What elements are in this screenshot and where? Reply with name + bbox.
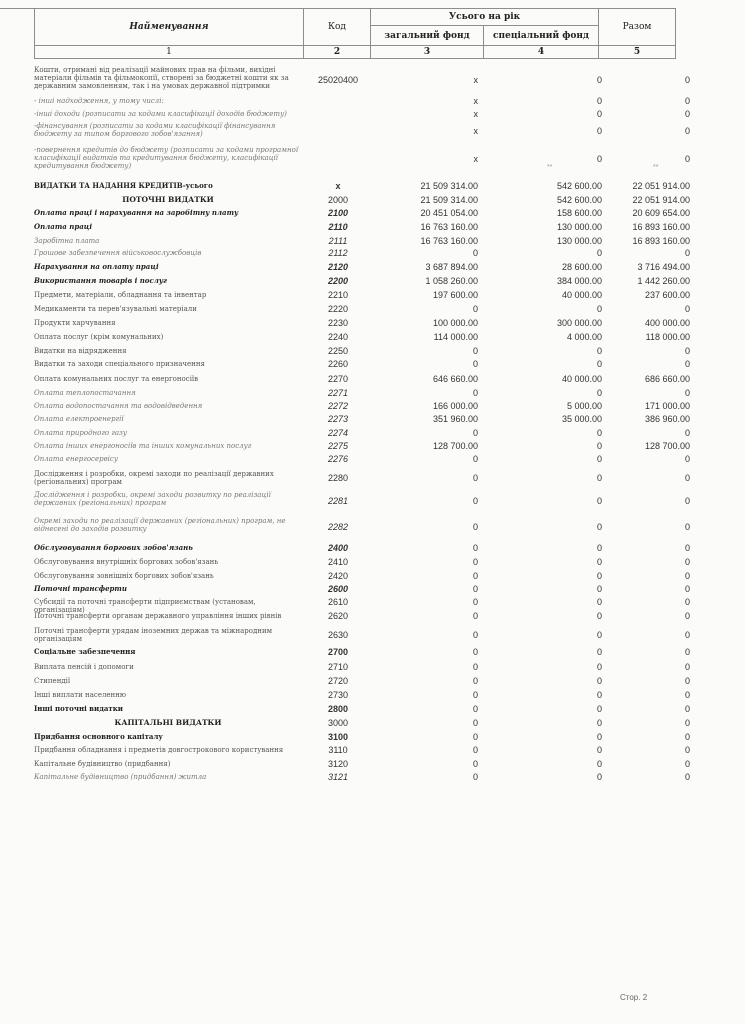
total-value: 0 (684, 611, 690, 621)
general-fund-value: 0 (472, 584, 478, 594)
table-row (34, 122, 690, 142)
general-fund-value: 0 (472, 745, 478, 755)
row-name: Продукти харчування (34, 319, 116, 327)
row-name: Використання товарів і послуг (34, 276, 167, 285)
row-code: 2710 (327, 662, 349, 672)
general-fund-value: 166 000.00 (432, 401, 478, 411)
special-fund-value: 0 (596, 597, 602, 607)
table-row (34, 304, 690, 315)
row-name: Дослідження і розробки, окремі заходи розвитку по реалізації державних (регіональних) програм (34, 491, 271, 507)
table-row (34, 543, 690, 554)
total-value: 0 (684, 772, 690, 782)
table-row (34, 181, 690, 192)
table-row (34, 401, 690, 412)
row-code: 2400 (327, 543, 349, 553)
table-row (34, 414, 690, 425)
row-code: 2281 (327, 496, 349, 506)
row-code: x (335, 181, 341, 191)
row-code: 2272 (327, 401, 349, 411)
total-value: 0 (684, 745, 690, 755)
row-code: 2276 (327, 454, 349, 464)
row-name: Субсидії та поточні трансферти підприємствам (установам, організаціям) (34, 598, 256, 614)
general-fund-value: x (473, 126, 478, 136)
row-code: 3000 (327, 718, 349, 728)
special-fund-value: 0 (596, 571, 602, 581)
total-value: 16 893 160.00 (632, 222, 690, 232)
general-fund-value: 21 509 314.00 (420, 195, 478, 205)
special-fund-value: 384 000.00 (556, 276, 602, 286)
special-fund-value: 0 (596, 441, 602, 451)
general-fund-value: 0 (472, 704, 478, 714)
total-value: 0 (684, 571, 690, 581)
general-fund-value: 3 687 894.00 (425, 262, 478, 272)
row-name: Поточні трансферти (34, 584, 127, 593)
row-code: 2273 (327, 414, 349, 424)
total-value: 0 (684, 359, 690, 369)
general-fund-value: 0 (472, 772, 478, 782)
row-name: Оплата послуг (крім комунальних) (34, 333, 164, 341)
general-fund-value: 0 (472, 248, 478, 258)
table-row (34, 359, 690, 370)
total-value: 16 893 160.00 (632, 236, 690, 246)
header-general-fund: загальний фонд (371, 26, 484, 46)
total-value: 0 (684, 557, 690, 567)
table-row (34, 676, 690, 687)
row-name: Видатки на відрядження (34, 347, 127, 355)
special-fund-value: 35 000.00 (561, 414, 602, 424)
special-fund-value: 0 (596, 704, 602, 714)
special-fund-value: 0 (596, 75, 602, 85)
row-name: Обслуговування зовнішніх боргових зобов'язань (34, 572, 214, 580)
general-fund-value: 0 (472, 557, 478, 567)
row-name: КАПІТАЛЬНІ ВИДАТКИ (114, 718, 222, 727)
general-fund-value: 0 (472, 454, 478, 464)
table-row (34, 662, 690, 673)
general-fund-value: 0 (472, 718, 478, 728)
row-code: 2220 (327, 304, 349, 314)
total-value: 686 660.00 (644, 374, 690, 384)
total-value: 0 (684, 473, 690, 483)
row-name: Окремі заходи по реалізації державних (регіональних) програм, не віднесені до заходів розвитку (34, 517, 286, 533)
row-code: 2000 (327, 195, 349, 205)
row-code: 2112 (328, 248, 348, 258)
row-code: 2110 (328, 222, 348, 232)
row-name: -інші доходи (розписати за кодами класифікації доходів бюджету) (34, 110, 287, 118)
special-fund-value: 542 600.00 (556, 181, 602, 191)
row-name: Оплата енергосервісу (34, 455, 118, 463)
special-fund-value: 0 (596, 745, 602, 755)
row-code: 2210 (327, 290, 349, 300)
row-name: Грошове забезпечення військовослужбовців (34, 249, 202, 257)
general-fund-value: 0 (472, 690, 478, 700)
special-fund-value: 0 (596, 759, 602, 769)
row-code: 2280 (327, 473, 349, 483)
total-value: 0 (684, 248, 690, 258)
total-value: 0 (684, 454, 690, 464)
table-row (34, 109, 690, 120)
row-name: Обслуговування боргових зобов'язань (34, 543, 193, 552)
header-num-3: 3 (371, 46, 484, 59)
table-row (34, 491, 690, 513)
general-fund-value: 0 (472, 522, 478, 532)
row-code: 2260 (327, 359, 349, 369)
row-name: Нарахування на оплату праці (34, 262, 159, 271)
header-num-1: 1 (35, 46, 304, 59)
special-fund-value: 0 (596, 126, 602, 136)
special-fund-value: 130 000.00 (556, 236, 602, 246)
row-code: 2200 (327, 276, 349, 286)
general-fund-value: 0 (472, 543, 478, 553)
row-name: Медикаменти та перев'язувальні матеріали (34, 305, 197, 313)
table-row (34, 470, 690, 488)
general-fund-value: 0 (472, 571, 478, 581)
row-name: Оплата комунальних послуг та енергоносіїв (34, 375, 199, 383)
row-code: 2100 (327, 208, 349, 218)
table-row (34, 428, 690, 439)
table-row (34, 374, 690, 385)
special-fund-value: 130 000.00 (556, 222, 602, 232)
header-num-5: 5 (599, 46, 676, 59)
header-num-2: 2 (304, 46, 371, 59)
row-name: Кошти, отримані від реалізації майнових прав на фільми, вихідні матеріали фільмів та фільмокопії, створені за бюджетні кошти як за державним замовленням, так і на умовах державної підтримки (34, 66, 289, 90)
mark-stars: ** (653, 164, 659, 171)
special-fund-value: 0 (596, 496, 602, 506)
general-fund-value: 0 (472, 611, 478, 621)
special-fund-value: 0 (596, 304, 602, 314)
special-fund-value: 158 600.00 (556, 208, 602, 218)
general-fund-value: 1 058 260.00 (425, 276, 478, 286)
special-fund-value: 0 (596, 96, 602, 106)
row-code: 2111 (328, 236, 348, 246)
general-fund-value: 100 000.00 (432, 318, 478, 328)
total-value: 0 (684, 496, 690, 506)
total-value: 0 (684, 630, 690, 640)
special-fund-value: 0 (596, 248, 602, 258)
general-fund-value: 0 (472, 428, 478, 438)
special-fund-value: 0 (596, 772, 602, 782)
row-code: 2600 (327, 584, 349, 594)
total-value: 0 (684, 676, 690, 686)
row-name: Оплата теплопостачання (34, 389, 136, 397)
row-code: 2120 (327, 262, 349, 272)
general-fund-value: 0 (472, 630, 478, 640)
row-code: 2274 (327, 428, 349, 438)
total-value: 118 000.00 (645, 332, 690, 342)
general-fund-value: 0 (472, 388, 478, 398)
row-code: 2420 (327, 571, 349, 581)
special-fund-value: 0 (596, 154, 602, 164)
row-name: -фінансування (розписати за кодами класифікації фінансування бюджету за типом боргового зобов'язання) (34, 122, 276, 138)
row-name: Придбання обладнання і предметів довгострокового користування (34, 746, 284, 754)
table-row (34, 195, 690, 206)
row-name: Поточні трансферти органам державного управління інших рівнів (34, 612, 282, 620)
total-value: 0 (684, 96, 690, 106)
table-row (34, 96, 690, 107)
general-fund-value: 114 000.00 (433, 332, 478, 342)
table-row (34, 290, 690, 301)
table-row (34, 759, 690, 770)
total-value: 128 700.00 (644, 441, 690, 451)
general-fund-value: 0 (472, 496, 478, 506)
total-value: 22 051 914.00 (632, 195, 690, 205)
general-fund-value: 128 700.00 (432, 441, 478, 451)
special-fund-value: 0 (596, 690, 602, 700)
total-value: 1 442 260.00 (637, 276, 690, 286)
special-fund-value: 0 (596, 584, 602, 594)
table-row (34, 262, 690, 273)
special-fund-value: 0 (596, 428, 602, 438)
row-code: 2620 (327, 611, 349, 621)
row-code: 2271 (327, 388, 349, 398)
special-fund-value: 0 (596, 611, 602, 621)
total-value: 0 (684, 126, 690, 136)
special-fund-value: 0 (596, 662, 602, 672)
total-value: 0 (684, 704, 690, 714)
header-name: Найменування (35, 9, 304, 46)
special-fund-value: 0 (596, 630, 602, 640)
total-value: 0 (684, 647, 690, 657)
special-fund-value: 0 (596, 522, 602, 532)
special-fund-value: 5 000.00 (566, 401, 602, 411)
special-fund-value: 0 (596, 346, 602, 356)
table-row (34, 745, 690, 756)
general-fund-value: 197 600.00 (432, 290, 478, 300)
total-value: 0 (684, 154, 690, 164)
general-fund-value: 351 960.00 (432, 414, 478, 424)
row-name: ВИДАТКИ ТА НАДАННЯ КРЕДИТІВ-усього (34, 181, 213, 190)
table-row (34, 66, 690, 96)
special-fund-value: 0 (596, 732, 602, 742)
total-value: 0 (684, 522, 690, 532)
special-fund-value: 0 (596, 557, 602, 567)
table-row (34, 557, 690, 568)
row-name: Оплата інших енергоносіїв та інших комунальних послуг (34, 442, 252, 450)
table-row (34, 647, 690, 658)
general-fund-value: 646 660.00 (432, 374, 478, 384)
general-fund-value: 0 (472, 304, 478, 314)
special-fund-value: 28 600.00 (561, 262, 602, 272)
row-code: 2230 (327, 318, 349, 328)
row-code: 3121 (327, 772, 349, 782)
table-row (34, 318, 690, 329)
row-name: Поточні трансферти урядам іноземних держав та міжнародним організаціям (34, 627, 273, 643)
general-fund-value: x (473, 96, 478, 106)
general-fund-value: 21 509 314.00 (420, 181, 478, 191)
general-fund-value: 0 (472, 473, 478, 483)
table-row (34, 346, 690, 357)
mark-stars: ** (547, 164, 553, 171)
row-name: ПОТОЧНІ ВИДАТКИ (122, 195, 214, 204)
general-fund-value: x (473, 154, 478, 164)
row-code: 2800 (327, 704, 349, 714)
general-fund-value: 0 (472, 759, 478, 769)
row-code: 2700 (327, 647, 349, 657)
row-code: 2270 (327, 374, 349, 384)
row-name: Оплата природного газу (34, 429, 127, 437)
total-value: 0 (684, 690, 690, 700)
general-fund-value: x (473, 109, 478, 119)
general-fund-value: 0 (472, 676, 478, 686)
table-row (34, 236, 690, 247)
total-value: 0 (684, 428, 690, 438)
total-value: 0 (684, 543, 690, 553)
special-fund-value: 0 (596, 647, 602, 657)
total-value: 400 000.00 (644, 318, 690, 328)
row-name: - інші надходження, у тому числі: (34, 97, 164, 105)
row-name: -повернення кредитів до бюджету (розписати за кодами програмної класифікації видатків та кредитування бюджету, класифікації кредитування бюджету) (34, 146, 299, 170)
special-fund-value: 0 (596, 473, 602, 483)
table-header (34, 8, 676, 59)
special-fund-value: 0 (596, 454, 602, 464)
row-code: 2250 (327, 346, 349, 356)
total-value: 0 (684, 732, 690, 742)
general-fund-value: 0 (472, 647, 478, 657)
table-row (34, 627, 690, 645)
row-name: Оплата праці (34, 222, 93, 231)
total-value: 3 716 494.00 (637, 262, 690, 272)
row-name: Оплата електроенергії (34, 415, 124, 423)
table-row (34, 597, 690, 614)
total-value: 237 600.00 (644, 290, 690, 300)
total-value: 0 (684, 346, 690, 356)
general-fund-value: x (473, 75, 478, 85)
general-fund-value: 0 (472, 662, 478, 672)
page-number: Стор. 2 (620, 993, 648, 1002)
table-row (34, 222, 690, 233)
special-fund-value: 40 000.00 (561, 290, 602, 300)
special-fund-value: 300 000.00 (556, 318, 602, 328)
row-code: 2240 (327, 332, 349, 342)
header-special-fund: спеціальний фонд (484, 26, 599, 46)
row-name: Видатки та заходи спеціального призначення (34, 360, 205, 368)
row-name: Оплата водопостачання та водовідведення (34, 402, 203, 410)
row-name: Заробітна плата (34, 237, 100, 245)
general-fund-value: 0 (472, 597, 478, 607)
row-code: 3120 (327, 759, 349, 769)
row-code: 25020400 (317, 75, 359, 85)
table-row (34, 454, 690, 465)
header-sum: Разом (599, 9, 676, 46)
row-name: Соціальне забезпечення (34, 647, 136, 656)
header-code: Код (304, 9, 371, 46)
row-code: 3110 (328, 745, 348, 755)
table-row (34, 146, 690, 174)
general-fund-value: 20 451 054.00 (420, 208, 478, 218)
table-row (34, 441, 690, 452)
table-row (34, 332, 690, 343)
table-row (34, 584, 690, 595)
special-fund-value: 0 (596, 359, 602, 369)
total-value: 0 (684, 584, 690, 594)
row-name: Обслуговування внутрішніх боргових зобов'язань (34, 558, 219, 566)
general-fund-value: 16 763 160.00 (420, 222, 478, 232)
special-fund-value: 0 (596, 718, 602, 728)
total-value: 20 609 654.00 (632, 208, 690, 218)
total-value: 171 000.00 (644, 401, 690, 411)
row-code: 2610 (327, 597, 349, 607)
table-row (34, 704, 690, 715)
table-row (34, 718, 690, 729)
total-value: 22 051 914.00 (632, 181, 690, 191)
table-row (34, 611, 690, 622)
special-fund-value: 0 (596, 109, 602, 119)
general-fund-value: 16 763 160.00 (420, 236, 478, 246)
row-name: Предмети, матеріали, обладнання та інвентар (34, 291, 207, 299)
row-code: 2630 (327, 630, 349, 640)
row-name: Дослідження і розробки, окремі заходи по реалізації державних (регіональних) програм (34, 470, 274, 486)
row-code: 2282 (327, 522, 349, 532)
row-name: Інші поточні видатки (34, 704, 124, 713)
special-fund-value: 40 000.00 (561, 374, 602, 384)
row-name: Інші виплати населенню (34, 691, 126, 699)
row-name: Придбання основного капіталу (34, 732, 163, 741)
table-row (34, 248, 690, 259)
row-code: 2410 (327, 557, 349, 567)
total-value: 0 (684, 109, 690, 119)
table-row (34, 517, 690, 539)
table-row (34, 690, 690, 701)
total-value: 0 (684, 597, 690, 607)
row-name: Капітальне будівництво (придбання) (34, 760, 171, 768)
row-name: Капітальне будівництво (придбання) житла (34, 773, 207, 781)
row-name: Оплата праці і нарахування на заробітну плату (34, 208, 239, 217)
special-fund-value: 542 600.00 (556, 195, 602, 205)
table-row (34, 388, 690, 399)
special-fund-value: 0 (596, 676, 602, 686)
row-code: 2730 (327, 690, 349, 700)
row-code: 2720 (327, 676, 349, 686)
total-value: 386 960.00 (644, 414, 690, 424)
special-fund-value: 0 (596, 388, 602, 398)
row-code: 3100 (327, 732, 349, 742)
total-value: 0 (684, 718, 690, 728)
row-name: Виплата пенсій і допомоги (34, 663, 134, 671)
row-code: 2275 (327, 441, 349, 451)
row-name: Стипендії (34, 677, 71, 685)
special-fund-value: 0 (596, 543, 602, 553)
table-row (34, 208, 690, 219)
header-num-4: 4 (484, 46, 599, 59)
total-value: 0 (684, 75, 690, 85)
table-row (34, 772, 690, 783)
general-fund-value: 0 (472, 359, 478, 369)
table-row (34, 732, 690, 743)
table-row (34, 571, 690, 582)
header-total-year: Усього на рік (371, 9, 599, 26)
total-value: 0 (684, 304, 690, 314)
general-fund-value: 0 (472, 346, 478, 356)
total-value: 0 (684, 662, 690, 672)
table-row (34, 276, 690, 287)
special-fund-value: 4 000.00 (566, 332, 602, 342)
general-fund-value: 0 (472, 732, 478, 742)
total-value: 0 (684, 759, 690, 769)
total-value: 0 (684, 388, 690, 398)
